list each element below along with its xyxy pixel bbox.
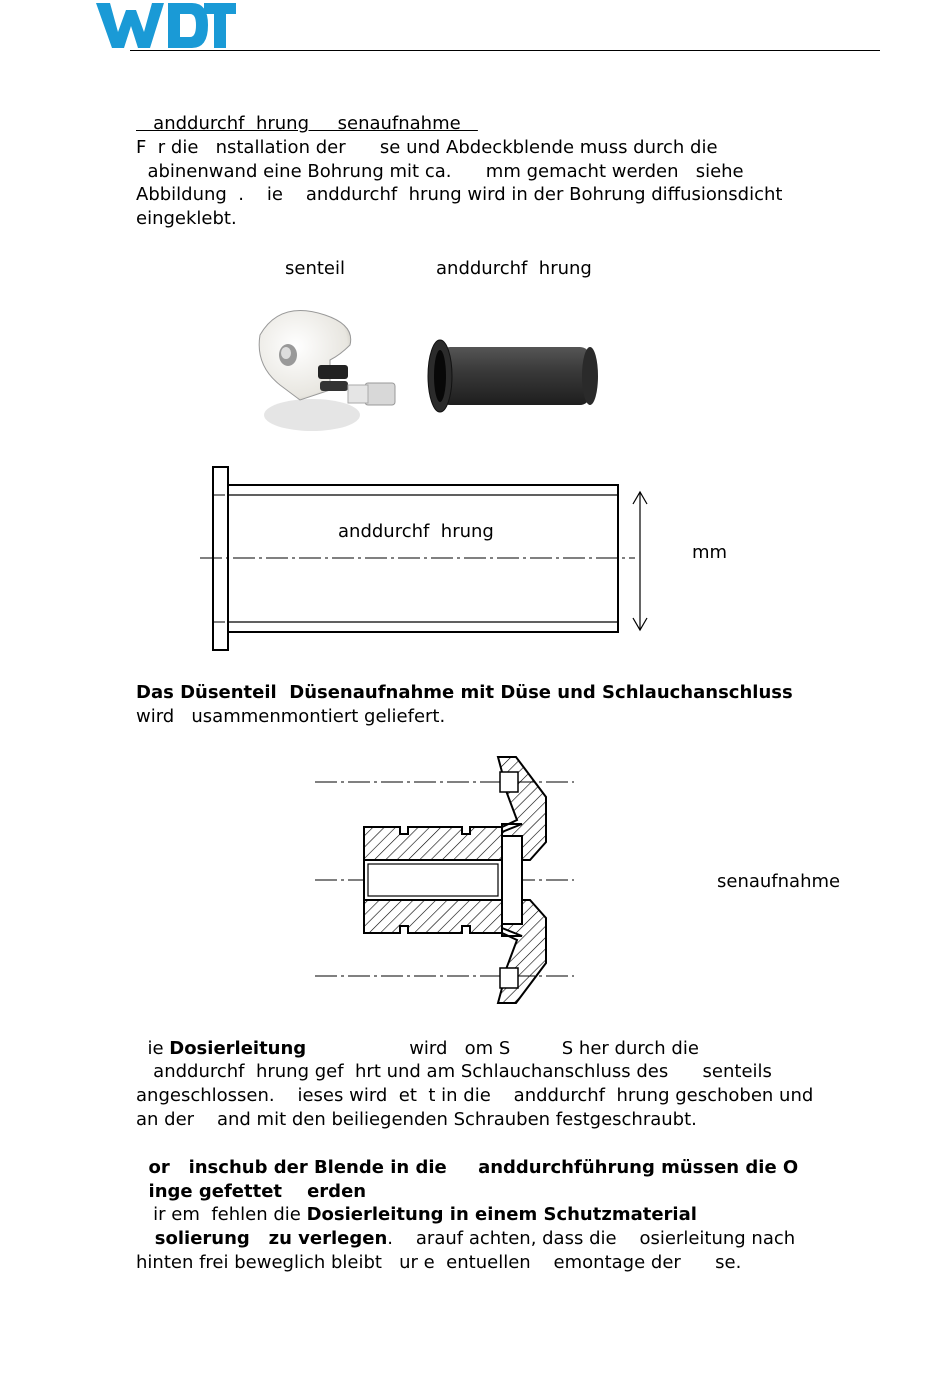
header-rule <box>130 50 880 51</box>
figure1-label-nozzle: senteil <box>285 258 345 279</box>
figure2-tube-drawing <box>200 462 700 662</box>
company-logo <box>96 0 241 57</box>
para4-line5: hinten frei beweglich bleibt ur e entuellen emontage der se. <box>136 1252 742 1273</box>
nozzle-photo <box>259 311 395 432</box>
para4-line4-bold: solierung zu verlegen <box>136 1228 388 1249</box>
figure2-label-dimension: mm <box>692 542 728 563</box>
para4-line4 <box>136 1227 795 1251</box>
para3-line4: an der and mit den beiliegenden Schrauben festgeschraubt. <box>136 1109 697 1130</box>
para1-line4: eingeklebt. <box>136 208 237 229</box>
para3-line2: anddurchf hrung gef hrt und am Schlauchanschluss des senteils <box>136 1061 772 1082</box>
figure3-label: senaufnahme <box>717 871 841 892</box>
wall-feedthrough-photo <box>428 340 598 412</box>
para4-line3-bold: Dosierleitung in einem Schutzmaterial <box>306 1204 697 1225</box>
para4-line4-post: . arauf achten, dass die osierleitung nach <box>387 1228 796 1249</box>
para2-bold: Das Düsenteil Düsenaufnahme mit Düse und Schlauchanschluss <box>136 682 793 703</box>
para2-normal: wird usammenmontiert geliefert. <box>136 706 446 727</box>
para4-line1: or inschub der Blende in die anddurchführung müssen die O <box>136 1157 799 1178</box>
figure1-label-wall-feedthrough: anddurchf hrung <box>436 258 592 279</box>
figure2-label-tube: anddurchf hrung <box>338 521 494 542</box>
para4-line2: inge gefettet erden <box>136 1181 367 1202</box>
para4-line3 <box>136 1203 697 1227</box>
para3-line1-bold: Dosierleitung <box>169 1038 307 1059</box>
para1-line3: Abbildung . ie anddurchf hrung wird in der Bohrung diffusionsdicht <box>136 184 783 205</box>
figure3-nozzle-holder-section <box>312 752 582 1012</box>
section-title: anddurchf hrung senaufnahme <box>136 113 478 134</box>
para3-line3: angeschlossen. ieses wird et t in die anddurchf hrung geschoben und <box>136 1085 814 1106</box>
figure1-photos <box>240 295 600 455</box>
para3-line1-pre: ie <box>136 1038 170 1059</box>
para3-line1 <box>136 1037 699 1061</box>
para1-line2: abinenwand eine Bohrung mit ca. mm gemacht werden siehe <box>136 161 744 182</box>
para3-line1-post: wird om S S her durch die <box>306 1038 699 1059</box>
para1-line1: F r die nstallation der se und Abdeckblende muss durch die <box>136 137 718 158</box>
para4-line3-pre: ir em fehlen die <box>136 1204 307 1225</box>
